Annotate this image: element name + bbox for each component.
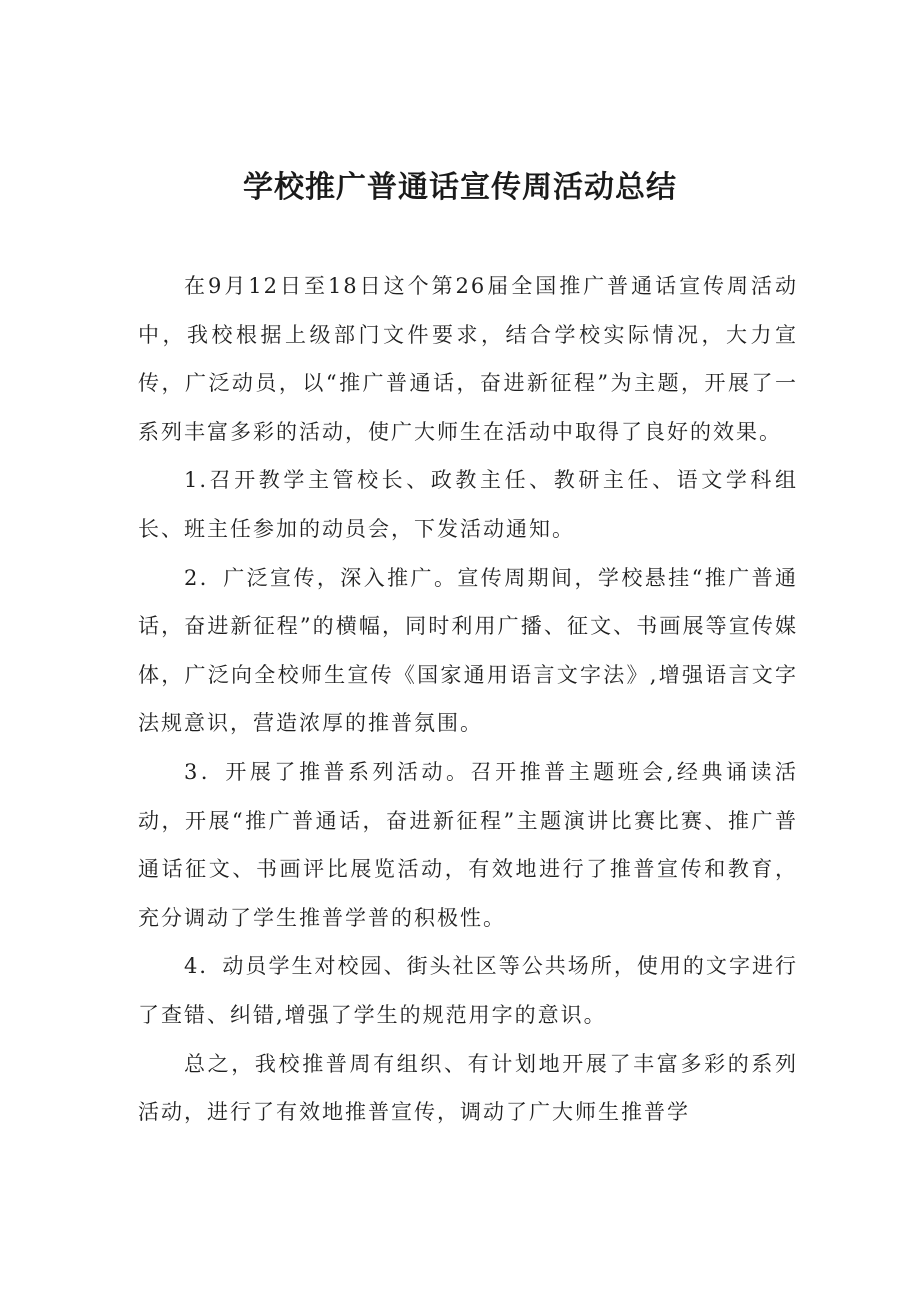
paragraph-item-1: 1.召开教学主管校长、政教主任、教研主任、语文学科组长、班主任参加的动员会，下发活动通知。 bbox=[138, 468, 798, 541]
document-title: 学校推广普通话宣传周活动总结 bbox=[243, 170, 677, 205]
paragraph-item-3: 3．开展了推普系列活动。召开推普主题班会,经典诵读活动，开展“推广普通话，奋进新征程”主题演讲比赛比赛、推广普通话征文、书画评比展览活动，有效地进行了推普宣传和教育，充分调动了学生推普学普的积极性。 bbox=[138, 759, 798, 930]
paragraph-conclusion: 总之，我校推普周有组织、有计划地开展了丰富多彩的系列活动，进行了有效地推普宣传，调动了广大师生推普学 bbox=[138, 1051, 798, 1125]
paragraph-intro: 在9月12日至18日这个第26届全国推广普通话宣传周活动中，我校根据上级部门文件要求，结合学校实际情况，大力宣传，广泛动员，以“推广普通话，奋进新征程”为主题，开展了一系列丰富多彩的活动，使广大师生在活动中取得了良好的效果。 bbox=[138, 274, 798, 444]
paragraph-item-2: 2．广泛宣传，深入推广。宣传周期间，学校悬挂“推广普通话，奋进新征程”的横幅，同时利用广播、征文、书画展等宣传媒体，广泛向全校师生宣传《国家通用语言文字法》,增强语言文字法规意识，营造浓厚的推普氛围。 bbox=[138, 565, 798, 736]
paragraph-item-4: 4．动员学生对校园、街头社区等公共场所，使用的文字进行了查错、纠错,增强了学生的规范用字的意识。 bbox=[138, 954, 798, 1027]
document-body bbox=[138, 262, 798, 1137]
